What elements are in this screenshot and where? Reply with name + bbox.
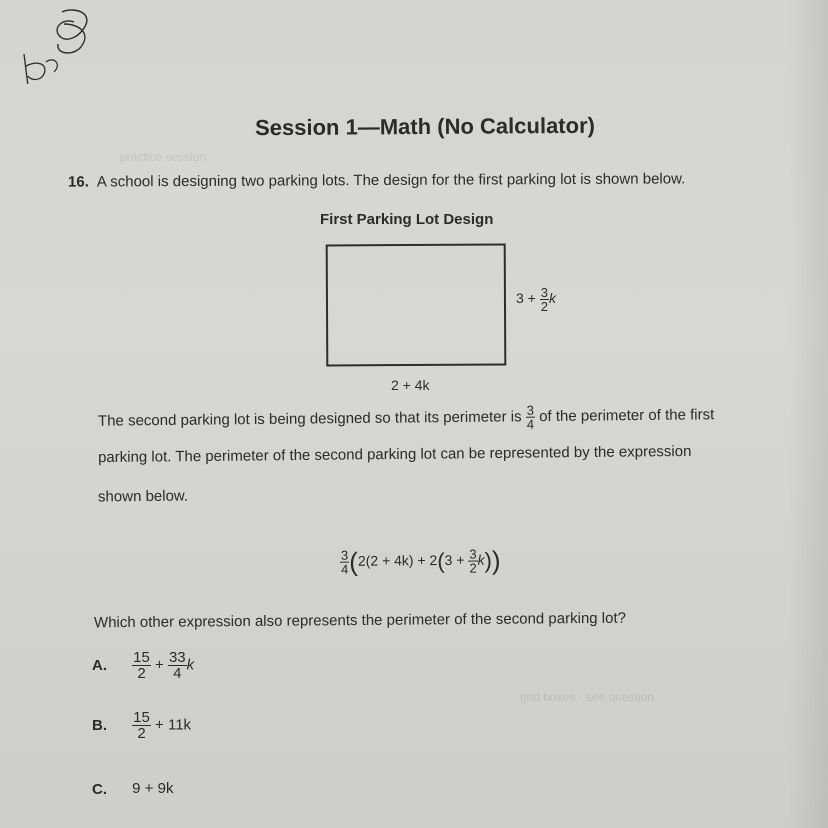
choice-b-frac1 (132, 710, 151, 741)
question-prompt: Which other expression also represents the perimeter of the second parking lot? (93, 609, 627, 632)
para-part2: of the perimeter of the first (539, 406, 715, 426)
expr-part2: 3 + (444, 551, 469, 568)
question-intro-text: A school is designing two parking lots. The design for the first parking lot is shown below. (96, 170, 686, 191)
side-prefix: 3 + (516, 290, 540, 307)
parking-lot-rectangle (326, 244, 507, 367)
outer-frac-num: 3 (340, 547, 349, 563)
choice-c-text: 9 + 9k (132, 780, 174, 797)
bottom-length-label: 2 + 4k (391, 377, 430, 393)
question-number: 16. (67, 173, 89, 191)
open-paren-inner: ( (437, 548, 445, 574)
side-var: k (548, 290, 556, 307)
choice-a[interactable] (92, 650, 194, 681)
figure-title: First Parking Lot Design (320, 211, 494, 228)
side-length-label (516, 286, 556, 313)
para-fraction (526, 404, 536, 431)
choice-letter: C. (92, 780, 107, 798)
page-shadow (788, 0, 828, 828)
inner-frac-den: 2 (469, 560, 477, 576)
choice-a-op: + (155, 656, 164, 674)
page-title: Session 1—Math (No Calculator) (254, 112, 596, 141)
frac-num: 15 (133, 709, 150, 726)
expr-var: k (477, 551, 485, 568)
frac-den: 2 (137, 725, 146, 742)
para-part1: The second parking lot is being designed so that its perimeter is (97, 408, 522, 430)
bleed-through-text: practice session (120, 150, 207, 164)
close-paren-inner: ) (484, 547, 493, 573)
para-frac-den: 4 (526, 416, 535, 432)
open-paren: ( (349, 546, 359, 577)
frac-num: 33 (168, 649, 186, 666)
question-intro (68, 170, 685, 190)
side-frac-den: 2 (540, 299, 548, 314)
choice-b[interactable] (92, 710, 191, 741)
inner-frac-num: 3 (469, 546, 477, 562)
frac-den: 2 (137, 665, 146, 682)
handwritten-scribble (14, 4, 104, 84)
inner-fraction (468, 548, 477, 575)
choice-a-frac1 (132, 650, 151, 681)
choice-c[interactable] (92, 780, 173, 798)
perimeter-expression (340, 545, 501, 577)
choice-a-frac2 (168, 650, 187, 681)
bleed-through-text: grid boxes · see question (520, 690, 655, 704)
frac-den: 4 (173, 665, 182, 682)
side-frac-num: 3 (540, 285, 548, 300)
expr-part1: 2(2 + 4k) + 2 (357, 552, 438, 569)
paragraph-line-2: parking lot. The perimeter of the second parking lot can be represented by the expression (97, 442, 692, 467)
paragraph-line-1 (98, 402, 714, 435)
choice-letter: B. (92, 717, 107, 734)
outer-frac-den: 4 (340, 561, 349, 577)
choice-a-var: k (186, 656, 195, 674)
choice-b-rest: + 11k (155, 716, 192, 734)
side-fraction (540, 286, 549, 313)
frac-num: 15 (133, 649, 150, 666)
para-frac-num: 3 (526, 402, 534, 418)
choice-letter: A. (92, 657, 107, 674)
paragraph-line-3: shown below. (97, 487, 189, 506)
close-paren: ) (491, 545, 501, 576)
